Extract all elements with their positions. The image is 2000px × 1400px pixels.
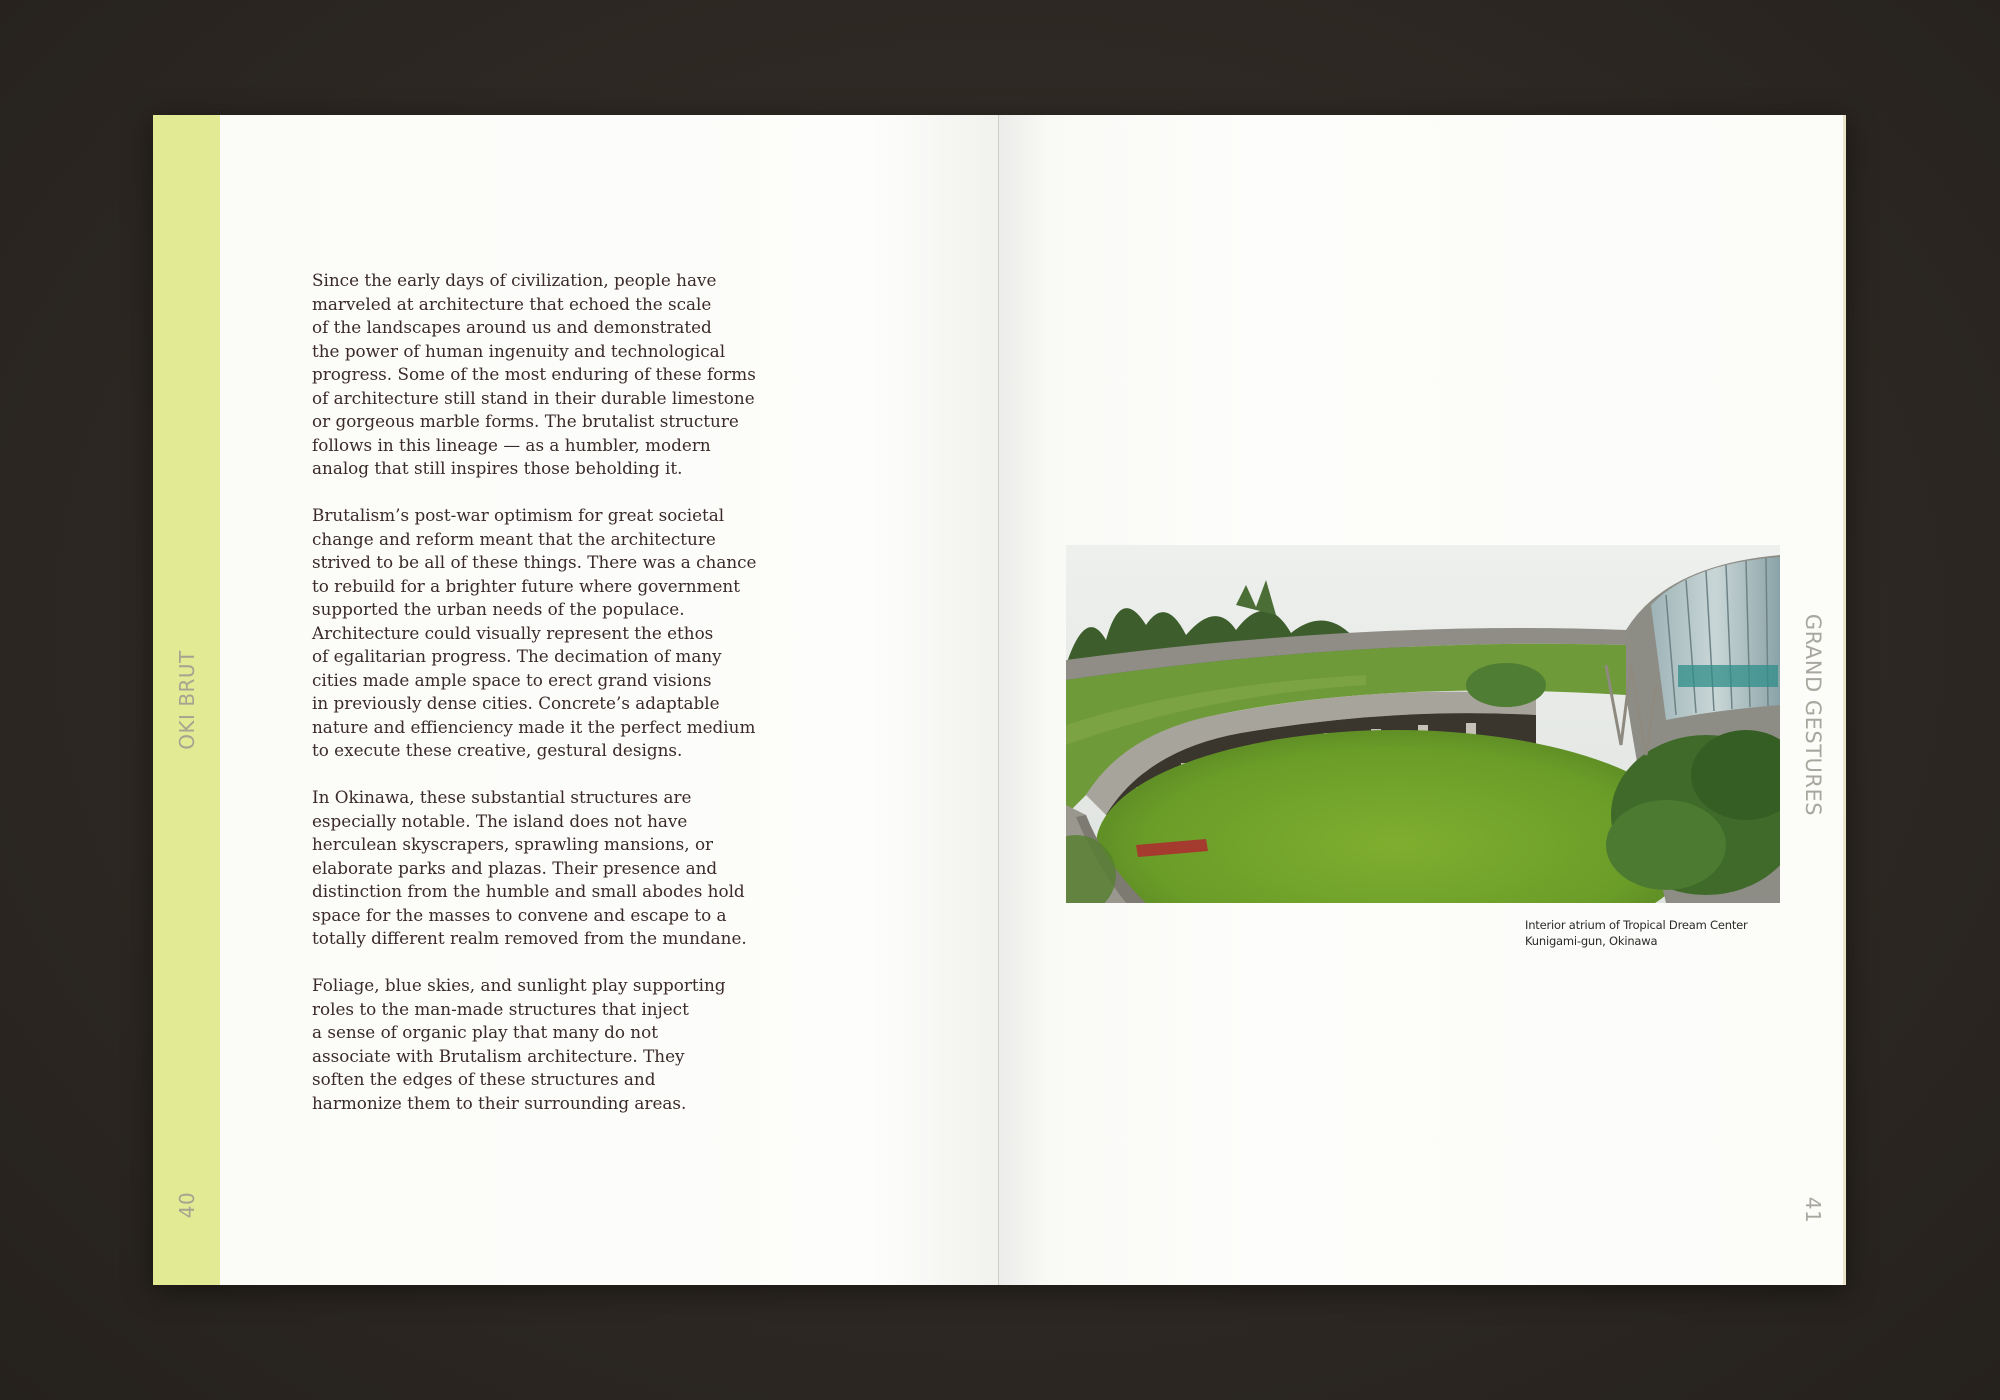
page-number-right: 41 bbox=[1801, 1196, 1825, 1224]
paragraph-3: In Okinawa, these substantial structures are especially notable. The island does not have herculean skyscrapers, sprawling mansions, or elaborate parks and plazas. Their presence and distinction from the humble and small abodes hold space for the masses to convene and escape to a totally different realm removed from the mundane. bbox=[312, 787, 747, 948]
paragraph-4: Foliage, blue skies, and sunlight play supporting roles to the man-made structures that inject a sense of organic play that many do not associate with Brutalism architecture. They soften the edges of these structures and harmonize them to their surrounding areas. bbox=[312, 975, 726, 1113]
photo-caption bbox=[1525, 917, 1785, 949]
paragraph-1: Since the early days of civilization, people have marveled at architecture that echoed the scale of the landscapes around us and demonstrated the power of human ingenuity and technological progress. Some of the most enduring of these forms of architecture still stand in their durable limestone or gorgeous marble forms. The brutalist structure follows in this lineage — as a humbler, modern analog that still inspires those beholding it. bbox=[312, 270, 756, 478]
running-title-left: OKI BRUT bbox=[175, 650, 199, 750]
left-margin bbox=[153, 115, 220, 1285]
running-title-right: GRAND GESTURES bbox=[1801, 613, 1825, 817]
body-text bbox=[312, 269, 792, 1139]
left-page bbox=[153, 115, 999, 1285]
book-spread bbox=[153, 115, 1846, 1285]
caption-line-2: Kunigami-gun, Okinawa bbox=[1525, 934, 1658, 948]
photo-atrium-image bbox=[1066, 545, 1780, 903]
paragraph-2: Brutalism’s post-war optimism for great societal change and reform meant that the architecture strived to be all of these things. There was a chance to rebuild for a brighter future where government supported the urban needs of the populace. Architecture could visually represent the ethos of egalitarian progress. The decimation of many cities made ample space to erect grand visions in previously dense cities. Concrete’s adaptable nature and effienciency made it the perfect medium to execute these creative, gestural designs. bbox=[312, 505, 757, 760]
page-number-left: 40 bbox=[175, 1191, 199, 1219]
caption-line-1: Interior atrium of Tropical Dream Center bbox=[1525, 918, 1748, 932]
